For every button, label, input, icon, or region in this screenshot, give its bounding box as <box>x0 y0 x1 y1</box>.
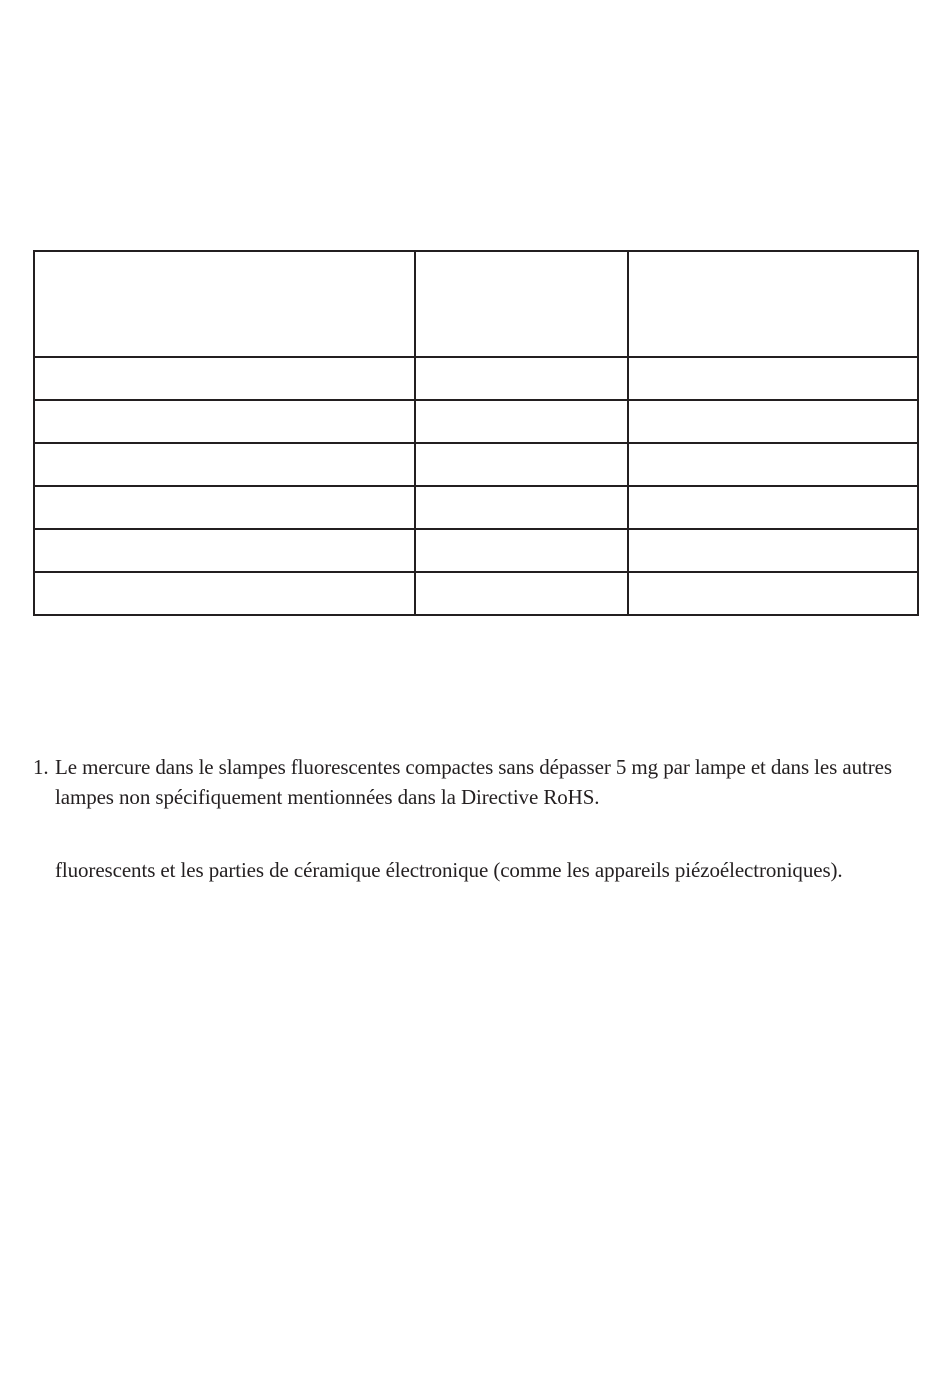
footnote-text: Le mercure dans le slampes fluorescentes compactes sans dépasser 5 mg par lampe et dans les autres lampes non spécifiquement mentionnées dans la Directive RoHS. <box>55 755 892 809</box>
table-row <box>34 400 918 443</box>
table-cell <box>628 486 918 529</box>
table-cell <box>34 357 415 400</box>
table-cell <box>628 443 918 486</box>
table-cell <box>34 443 415 486</box>
table-row <box>34 486 918 529</box>
table-cell <box>34 251 415 357</box>
table-cell <box>628 251 918 357</box>
substance-table <box>33 250 919 616</box>
table-cell <box>34 400 415 443</box>
table-cell <box>415 572 628 615</box>
table-cell <box>415 251 628 357</box>
table-header-row <box>34 251 918 357</box>
table-cell <box>415 400 628 443</box>
table-row <box>34 443 918 486</box>
table-row <box>34 357 918 400</box>
table-row <box>34 529 918 572</box>
table-cell <box>415 357 628 400</box>
table-cell <box>415 486 628 529</box>
footnote-number: 1. <box>33 755 49 779</box>
footnote-continuation: fluorescents et les parties de céramique électronique (comme les appareils piézoélectroniques). <box>55 858 843 882</box>
table-cell <box>628 400 918 443</box>
table-cell <box>628 572 918 615</box>
table-row <box>34 572 918 615</box>
table-cell <box>34 572 415 615</box>
footnote-1 <box>33 752 923 812</box>
table-cell <box>415 529 628 572</box>
table-cell <box>34 486 415 529</box>
table-cell <box>628 357 918 400</box>
table-cell <box>415 443 628 486</box>
table-cell <box>628 529 918 572</box>
footnotes <box>33 752 923 906</box>
table-cell <box>34 529 415 572</box>
